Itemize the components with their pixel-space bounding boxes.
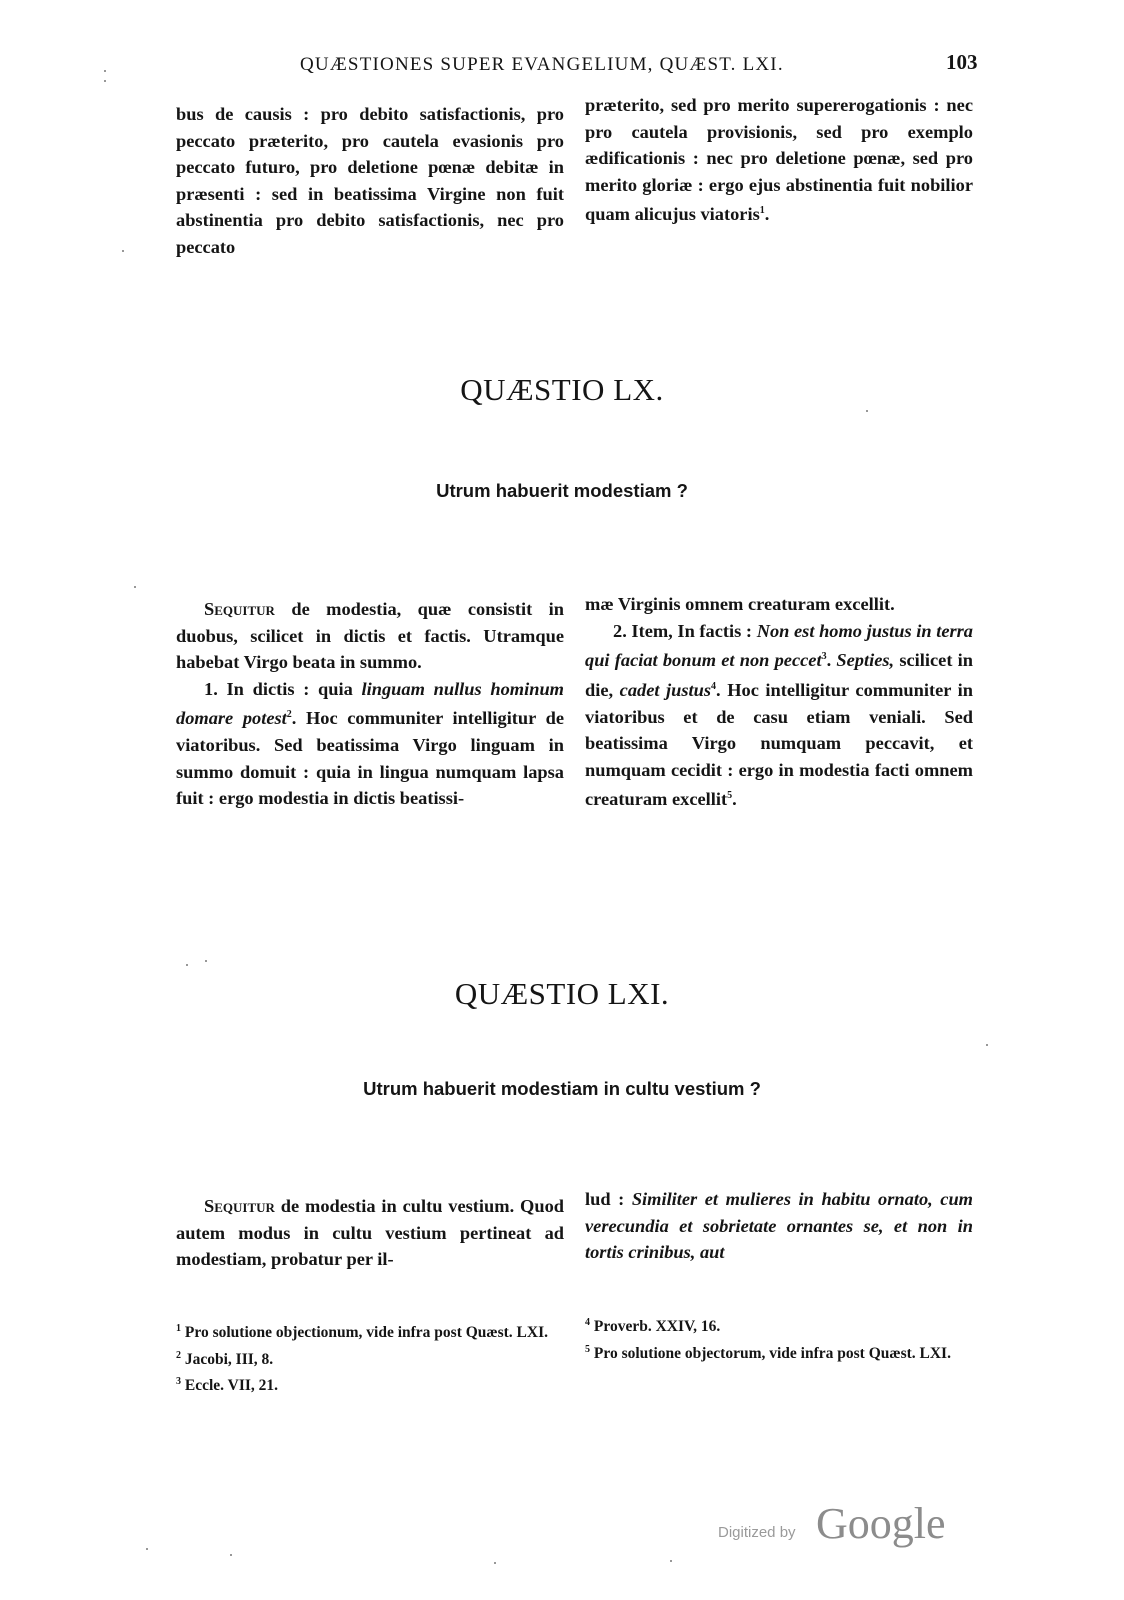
top-left-text: bus de causis : pro debito satisfactionis, pro peccato præterito, pro cautela evasionis pro peccato futuro, pro deletione pœnæ debitæ in præsenti : sed in beatissima Virgine non fuit abstinentia pro debito satisfactionis, nec pro peccato <box>176 104 564 257</box>
q61-paragraph-1-cont: lud : Similiter et mulieres in habitu ornato, cum verecundia et sobrietate ornantes se, et non in tortis crinibus, aut <box>585 1189 973 1263</box>
footnotes-left <box>176 1318 576 1398</box>
scan-speck <box>494 1562 496 1564</box>
scan-speck <box>986 1044 988 1046</box>
footnote-ref: 5 <box>727 790 733 802</box>
scan-speck <box>205 960 207 962</box>
footnote-ref: 2 <box>286 709 292 721</box>
top-right-paragraph: præterito, sed pro merito supererogationis : nec pro cautela provisionis, sed pro exemplo ædificationis : nec pro deletione pœnæ, sed pro merito gloriæ : ergo ejus abstinentia fuit nobilior quam alicujus viatoris$^1$. <box>585 95 973 225</box>
footnote: $^5$ Pro solutione objectorum, vide infra post Quæst. LXI. <box>585 1343 951 1362</box>
question-61-subtitle: Utrum habuerit modestiam in cultu vestium ? <box>363 1078 761 1099</box>
scan-speck <box>104 70 106 72</box>
scan-speck <box>146 1548 148 1550</box>
q61-paragraph-1: Sequitur de modestia in cultu vestium. Quod autem modus in cultu vestium pertineat ad modestiam, probatur per il- <box>176 1196 564 1270</box>
digitized-by-watermark <box>718 1499 958 1550</box>
q60-paragraph-1-cont: mæ Virginis omnem creaturam excellit. <box>585 594 895 614</box>
top-right-text: præterito, sed pro merito supererogationis : nec pro cautela provisionis, sed pro exemplo ædificationis : nec pro deletione pœnæ, sed pro merito gloriæ : ergo ejus abstinentia fuit nobilior quam alicujus viatoris <box>585 95 973 225</box>
q60-paragraph-3: 2. Item, In factis : Non est homo justus in terra qui faciat bonum et non peccet$^3$. Septies, scilicet in die, cadet justus$^4$. Hoc intelligitur communiter in viatoribus et de casu etiam veniali. Sed beatissima Virgo numquam peccavit, et numquam cecidit : ergo in modestia facti omnem creaturam excellit$^5$. <box>585 620 973 810</box>
question-60-title: QUÆSTIO LX. <box>460 372 664 407</box>
q60-left-column <box>176 596 564 812</box>
top-right-column <box>585 92 973 228</box>
q61-left-column <box>176 1193 564 1273</box>
q60-paragraph-1: Sequitur de modestia, quæ consistit in duobus, scilicet in dictis et factis. Utramque habebat Virgo beata in summo. <box>176 599 564 673</box>
page-number: 103 <box>946 50 978 74</box>
top-left-column <box>176 101 564 261</box>
footnote-ref: 4 <box>711 680 717 692</box>
scan-speck <box>122 250 124 252</box>
footnote: $^4$ Proverb. XXIV, 16. <box>585 1317 721 1336</box>
footnotes-right <box>585 1312 985 1365</box>
digitized-by-label: Digitized by <box>718 1524 796 1541</box>
footnote: $^1$ Pro solutione objectionum, vide infra post Quæst. LXI. <box>176 1323 548 1342</box>
scan-speck <box>670 1560 672 1562</box>
scan-speck <box>134 586 136 588</box>
running-title: QUÆSTIONES SUPER EVANGELIUM, QUÆST. LXI. <box>300 54 784 75</box>
q60-paragraph-2: 1. In dictis : quia linguam nullus hominum domare potest$^2$. Hoc communiter intelligitur de viatoribus. Sed beatissima Virgo linguam in summo domuit : quia in lingua numquam lapsa fuit : ergo modestia in dictis beatissi- <box>176 678 564 809</box>
q60-right-column <box>585 591 973 813</box>
scan-speck <box>230 1554 232 1556</box>
scan-speck <box>104 80 106 82</box>
footnote: $^3$ Eccle. VII, 21. <box>176 1376 279 1395</box>
footnote-ref: 3 <box>821 651 827 663</box>
scan-speck <box>866 410 868 412</box>
footnote-ref: 1 <box>759 205 765 217</box>
google-logo: Google <box>816 1499 946 1548</box>
question-61-title: QUÆSTIO LXI. <box>454 976 670 1011</box>
question-60-subtitle: Utrum habuerit modestiam ? <box>436 480 688 501</box>
footnote: $^2$ Jacobi, III, 8. <box>176 1349 274 1368</box>
q61-right-column <box>585 1186 973 1266</box>
scan-speck <box>186 964 188 966</box>
